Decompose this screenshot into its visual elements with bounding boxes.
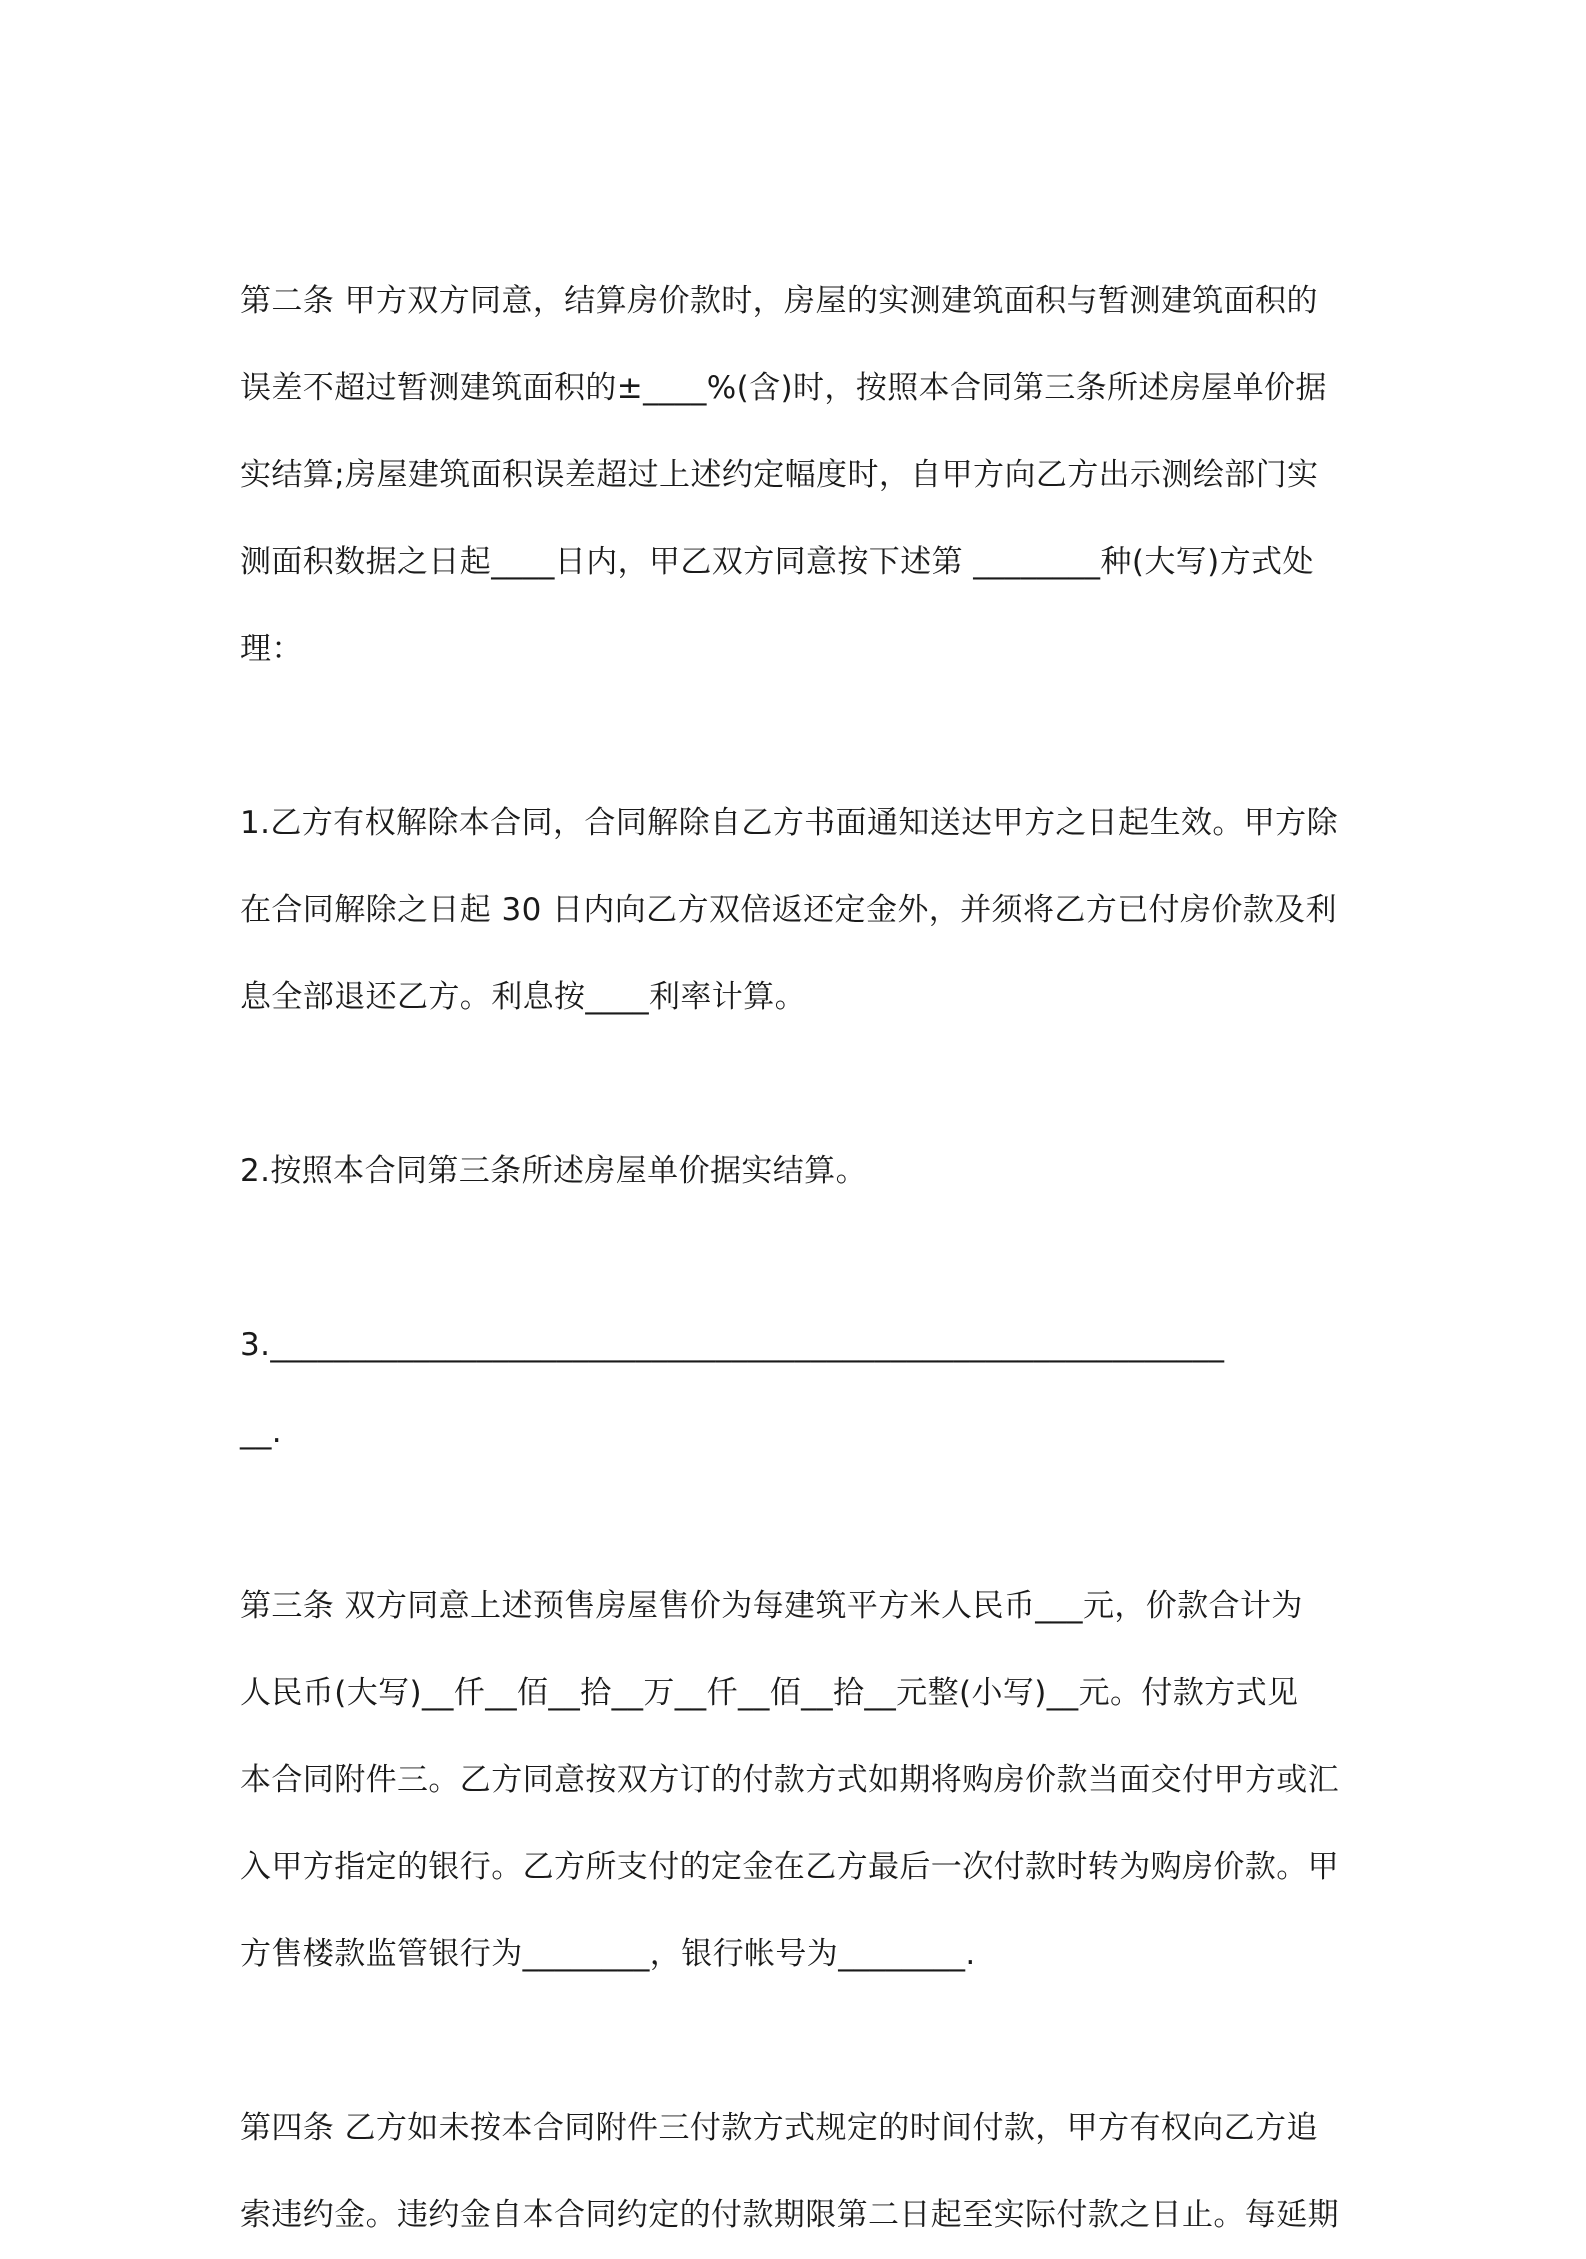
text-line: 1.乙方有权解除本合同，合同解除自乙方书面通知送达甲方之日起生效。甲方除 [240,805,1338,841]
text-line: 实结算;房屋建筑面积误差超过上述约定幅度时，自甲方向乙方出示测绘部门实 [240,457,1319,493]
article-2-paragraph [240,258,1360,693]
paragraph-gap [240,1998,1360,2085]
article-4-paragraph [240,2085,1360,2259]
text-line: 入甲方指定的银行。乙方所支付的定金在乙方最后一次付款时转为购房价款。甲 [240,1849,1339,1885]
text-line: 在合同解除之日起 30 日内向乙方双倍返还定金外，并须将乙方已付房价款及利 [240,892,1337,928]
text-line: 息全部退还乙方。利息按____利率计算。 [240,979,806,1015]
paragraph-gap [240,1476,1360,1563]
paragraph-gap [240,1041,1360,1128]
text-line: 第三条 双方同意上述预售房屋售价为每建筑平方米人民币___元，价款合计为 [240,1588,1303,1624]
text-line: __. [240,1414,283,1450]
paragraph-gap [240,1215,1360,1302]
text-line: 本合同附件三。乙方同意按双方订的付款方式如期将购房价款当面交付甲方或汇 [240,1762,1339,1798]
text-line: 理： [240,631,303,667]
option-1-paragraph [240,780,1360,1041]
text-line: 第四条 乙方如未按本合同附件三付款方式规定的时间付款，甲方有权向乙方追 [240,2110,1318,2146]
text-line: 2.按照本合同第三条所述房屋单价据实结算。 [240,1153,867,1189]
text-line: 索违约金。违约金自本合同约定的付款期限第二日起至实际付款之日止。每延期 [240,2197,1339,2233]
text-line: 测面积数据之日起____日内，甲乙双方同意按下述第 ________种(大写)方式处 [240,544,1314,580]
text-line: 3.____________________________________________________________ [240,1327,1225,1363]
text-line: 方售楼款监管银行为________，银行帐号为________. [240,1936,976,1972]
document-body [240,258,1360,2259]
text-line: 第二条 甲方双方同意，结算房价款时，房屋的实测建筑面积与暂测建筑面积的 [240,283,1318,319]
text-line: 误差不超过暂测建筑面积的±____%(含)时，按照本合同第三条所述房屋单价据 [240,370,1327,406]
option-3-paragraph [240,1302,1360,1476]
article-3-paragraph [240,1563,1360,1998]
paragraph-gap [240,693,1360,780]
option-2-paragraph [240,1128,1360,1215]
text-line: 人民币(大写)__仟__佰__拾__万__仟__佰__拾__元整(小写)__元。付款方式见 [240,1675,1299,1711]
